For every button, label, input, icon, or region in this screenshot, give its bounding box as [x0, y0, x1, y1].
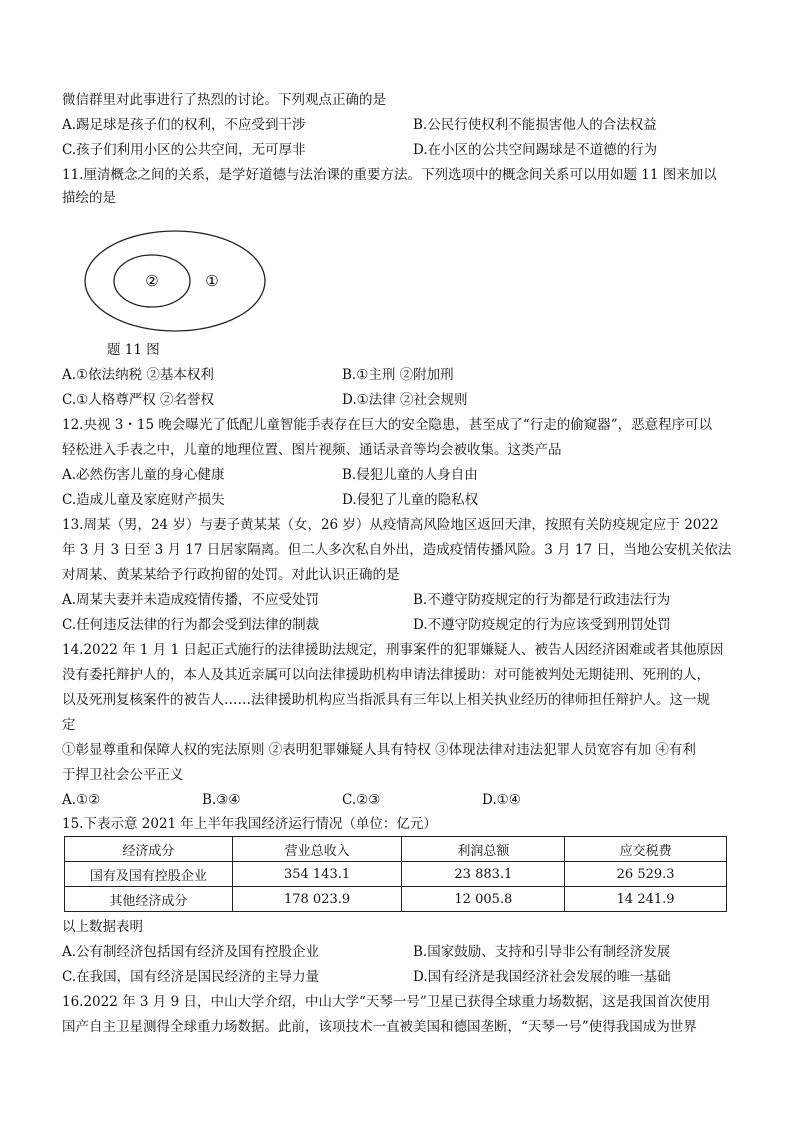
q14-option-a: A.①② — [62, 792, 101, 808]
q15-after-table: 以上数据表明 — [62, 919, 143, 935]
q13-option-d: D.不遵守防疫规定的行为应该受到刑罚处罚 — [413, 617, 671, 633]
table-header: 应交税费 — [565, 837, 727, 862]
q13-option-c: C.任何违反法律的行为都会受到法律的制裁 — [62, 617, 320, 633]
outer-label: ① — [205, 272, 219, 290]
q13-stem-line2: 年 3 月 3 日至 3 月 17 日居家隔离。但二人多次私自外出，造成疫情传播风险。3 月 17 日，当地公安机关依法 — [62, 542, 732, 558]
q11-option-a: A.①依法纳税 ②基本权利 — [62, 367, 214, 383]
q11-stem-line1: 11.厘清概念之间的关系，是学好道德与法治课的重要方法。下列选项中的概念间关系可以用如题 11 图来加以 — [62, 167, 717, 183]
q15-option-c: C.在我国，国有经济是国民经济的主导力量 — [62, 969, 320, 985]
table-row — [65, 887, 727, 912]
q10-option-c: C.孩子们利用小区的公共空间，无可厚非 — [62, 142, 306, 158]
q14-stem-line2: 没有委托辩护人的，本人及其近亲属可以向法律援助机构申请法律援助：对可能被判处无期徒刑、死刑的人， — [62, 667, 710, 683]
q14-stem-line1: 14.2022 年 1 月 1 日起正式施行的法律援助法规定，刑事案件的犯罪嫌疑人、被告人因经济困难或者其他原因 — [62, 642, 724, 658]
table-cell: 354 143.1 — [232, 862, 402, 887]
q10-option-d: D.在小区的公共空间踢球是不道德的行为 — [413, 142, 658, 158]
q15-option-a: A.公有制经济包括国有经济及国有控股企业 — [62, 944, 320, 960]
q13-option-a: A.周某夫妻并未造成疫情传播，不应受处罚 — [62, 592, 320, 608]
q12-option-c: C.造成儿童及家庭财产损失 — [62, 492, 225, 508]
diagram-caption: 题 11 图 — [107, 342, 160, 358]
q16-stem-line2: 国产自主卫星测得全球重力场数据。此前，该项技术一直被美国和德国垄断，“天琴一号”使得我国成为世界 — [62, 1019, 697, 1035]
q12-stem-line2: 轻松进入手表之中，儿童的地理位置、图片视频、通话录音等均会被收集。这类产品 — [62, 442, 562, 458]
q10-stem-tail: 微信群里对此事进行了热烈的讨论。下列观点正确的是 — [62, 92, 386, 108]
q11-stem-line2: 描绘的是 — [62, 190, 116, 206]
q12-option-a: A.必然伤害儿童的身心健康 — [62, 467, 225, 483]
q15-stem: 15.下表示意 2021 年上半年我国经济运行情况（单位：亿元） — [62, 816, 437, 832]
outer-ellipse — [85, 231, 265, 331]
q14-stem-line3: 以及死刑复核案件的被告人……法律援助机构应当指派具有三年以上相关执业经历的律师担任辩护人。这一规 — [62, 692, 710, 708]
q16-stem-line1: 16.2022 年 3 月 9 日，中山大学介绍，中山大学“天琴一号”卫星已获得全球重力场数据，这是我国首次使用 — [62, 994, 711, 1010]
table-row — [65, 862, 727, 887]
q14-stem-line4: 定 — [62, 717, 76, 733]
table-cell: 其他经济成分 — [65, 887, 233, 912]
table-cell: 国有及国有控股企业 — [65, 862, 233, 887]
q15-option-b: B.国家鼓励、支持和引导非公有制经济发展 — [413, 944, 671, 960]
economy-table — [64, 836, 727, 912]
q11-option-c: C.①人格尊严权 ②名誉权 — [62, 392, 215, 408]
q12-option-d: D.侵犯了儿童的隐私权 — [342, 492, 479, 508]
table-cell: 23 883.1 — [402, 862, 565, 887]
table-header-row — [65, 837, 727, 862]
table-header: 经济成分 — [65, 837, 233, 862]
venn-diagram — [80, 226, 280, 336]
q14-option-d: D.①④ — [482, 792, 521, 808]
table-header: 利润总额 — [402, 837, 565, 862]
table-cell: 14 241.9 — [565, 887, 727, 912]
table-cell: 178 023.9 — [232, 887, 402, 912]
q11-option-d: D.①法律 ②社会规则 — [342, 392, 468, 408]
inner-label: ② — [145, 272, 159, 290]
q10-option-a: A.踢足球是孩子们的权利，不应受到干涉 — [62, 117, 306, 133]
q13-option-b: B.不遵守防疫规定的行为都是行政违法行为 — [413, 592, 671, 608]
q14-statements-line2: 于捍卫社会公平正义 — [62, 767, 184, 783]
q12-stem-line1: 12.央视 3・15 晚会曝光了低配儿童智能手表存在巨大的安全隐患，甚至成了“行走的偷窥器”，恶意程序可以 — [62, 417, 713, 433]
q13-stem-line1: 13.周某（男，24 岁）与妻子黄某某（女，26 岁）从疫情高风险地区返回天津，按照有关防疫规定应于 2022 — [62, 517, 719, 533]
table-cell: 12 005.8 — [402, 887, 565, 912]
q10-option-b: B.公民行使权利不能损害他人的合法权益 — [413, 117, 657, 133]
q15-option-d: D.国有经济是我国经济社会发展的唯一基础 — [413, 969, 671, 985]
q14-statements-line1: ①彰显尊重和保障人权的宪法原则 ②表明犯罪嫌疑人具有特权 ③体现法律对违法犯罪人员宽容有加 ④有利 — [62, 742, 696, 758]
q14-option-b: B.③④ — [202, 792, 241, 808]
q14-option-c: C.②③ — [342, 792, 381, 808]
table-header: 营业总收入 — [232, 837, 402, 862]
table-cell: 26 529.3 — [565, 862, 727, 887]
q13-stem-line3: 对周某、黄某某给予行政拘留的处罚。对此认识正确的是 — [62, 567, 400, 583]
q12-option-b: B.侵犯儿童的人身自由 — [342, 467, 478, 483]
q11-option-b: B.①主刑 ②附加刑 — [342, 367, 454, 383]
